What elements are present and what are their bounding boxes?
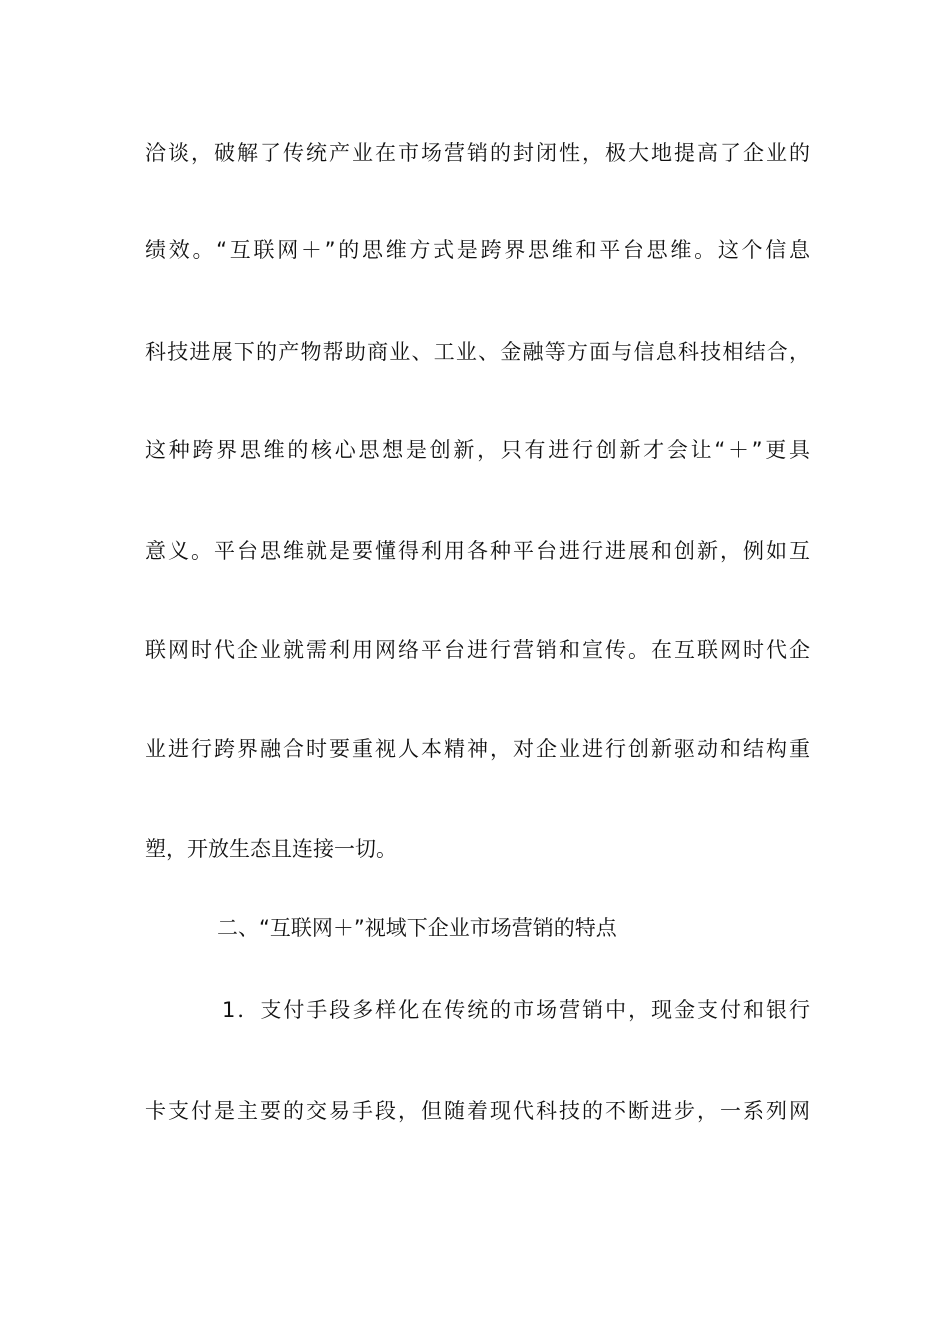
paragraph-line: 洽谈，破解了传统产业在市场营销的封闭性，极大地提高了企业的	[145, 141, 810, 165]
paragraph-line: 科技进展下的产物帮助商业、工业、金融等方面与信息科技相结合，	[145, 340, 810, 364]
paragraph-line: 联网时代企业就需利用网络平台进行营销和宣传。在互联网时代企	[145, 638, 810, 662]
list-item-first-line: 1．支付手段多样化在传统的市场营销中，现金支付和银行	[222, 998, 810, 1022]
paragraph-line: 绩效。“互联网＋”的思维方式是跨界思维和平台思维。这个信息	[145, 238, 810, 262]
paragraph-line: 业进行跨界融合时要重视人本精神，对企业进行创新驱动和结构重	[145, 737, 810, 761]
paragraph-line: 意义。平台思维就是要懂得利用各种平台进行进展和创新，例如互	[145, 539, 810, 563]
paragraph-line: 塑，开放生态且连接一切。	[145, 837, 397, 861]
paragraph-line: 卡支付是主要的交易手段，但随着现代科技的不断进步，一系列网	[145, 1099, 810, 1123]
section-heading: 二、“互联网＋”视域下企业市场营销的特点	[217, 916, 617, 940]
paragraph-line: 这种跨界思维的核心思想是创新，只有进行创新才会让“＋”更具	[145, 438, 810, 462]
